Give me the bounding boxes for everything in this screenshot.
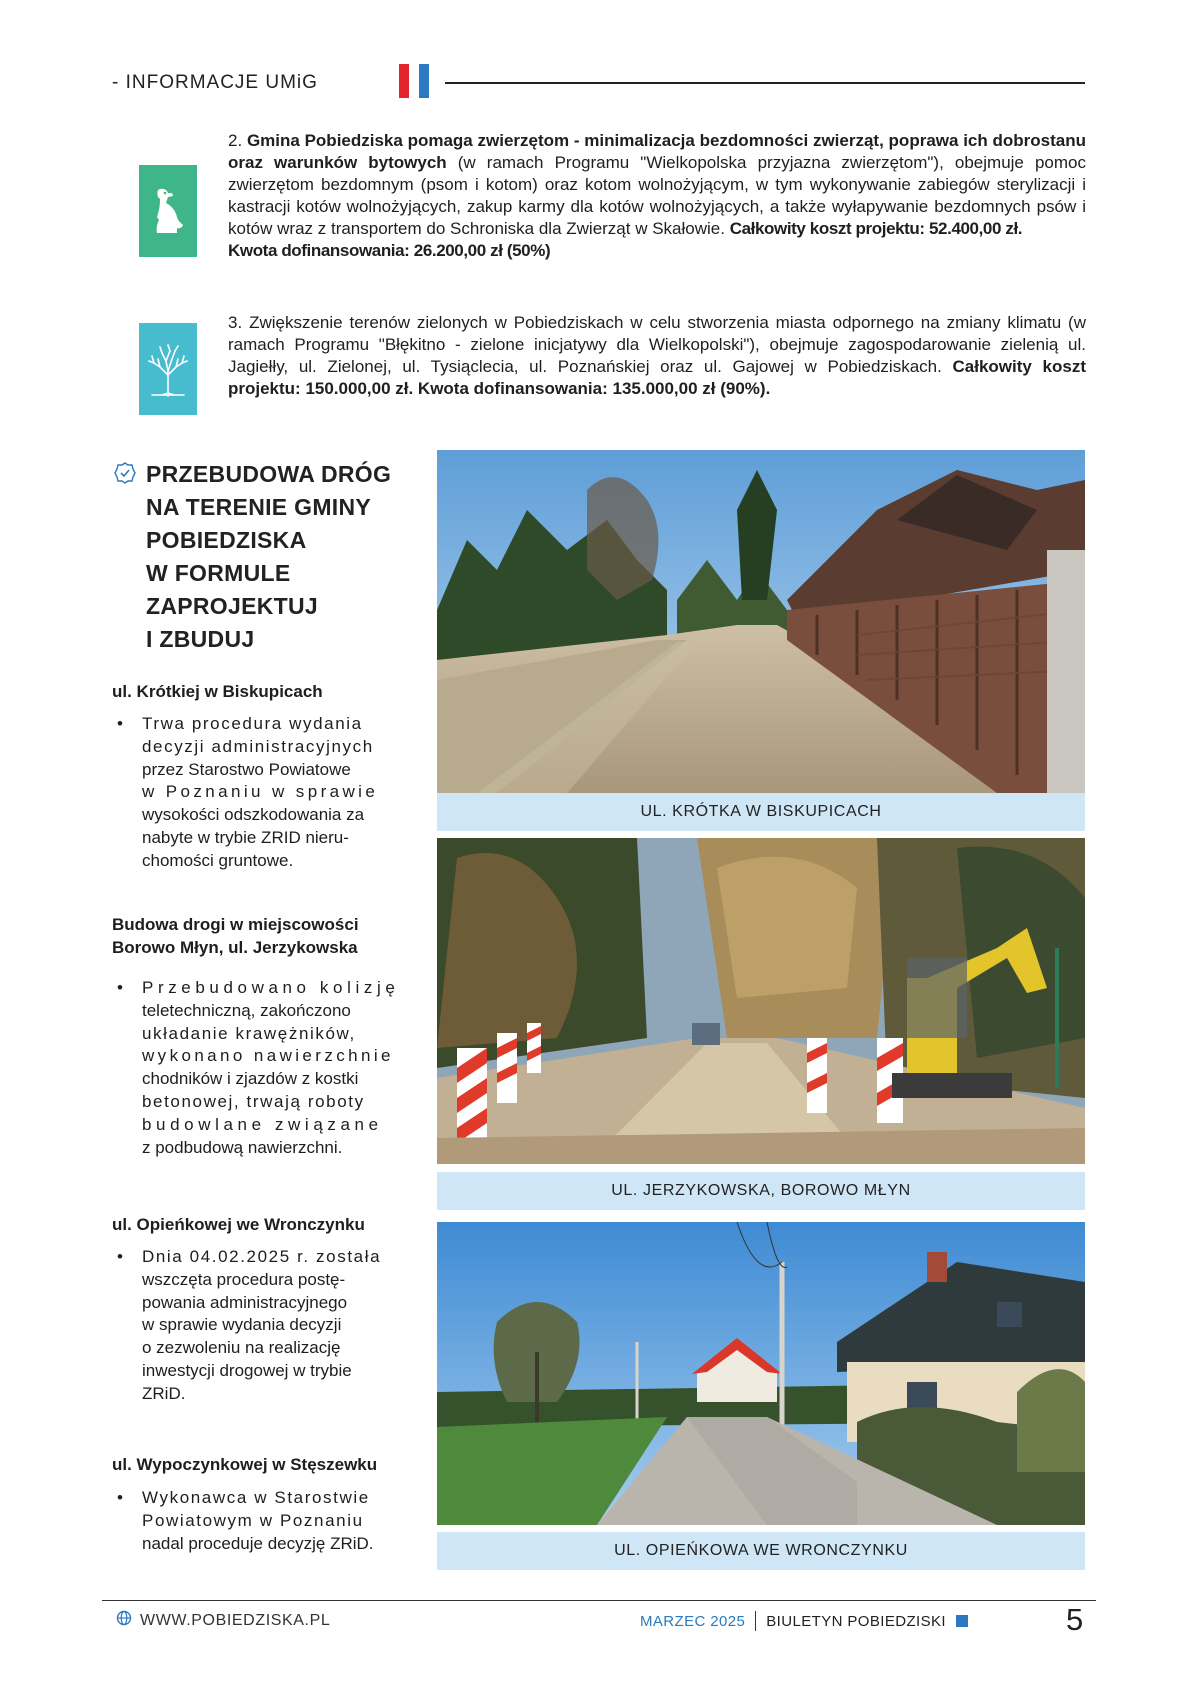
- text-line: Powiatowym w Poznaniu: [142, 1510, 364, 1530]
- road-item-heading: ul. Opieńkowej we Wronczynku: [112, 1215, 365, 1234]
- footer-month: MARZEC 2025: [640, 1612, 746, 1630]
- road-item-heading: [112, 913, 359, 959]
- text-line: inwestycji drogowej w trybie: [142, 1360, 352, 1380]
- flag-stripe-red: [399, 64, 409, 98]
- photo-krotka-road: [437, 450, 1085, 793]
- flag-stripe-blue: [412, 64, 416, 98]
- photo-jerzykowska-construction: [437, 838, 1085, 1164]
- shield-check-icon: [114, 462, 136, 489]
- road-item-text: [112, 1246, 404, 1406]
- bullet: •: [117, 978, 123, 997]
- road-item-heading: ul. Wypoczynkowej w Stęszewku: [112, 1455, 378, 1474]
- road-item-heading: ul. Krótkiej w Biskupicach: [112, 682, 323, 701]
- text-line: budowlane związane: [142, 1114, 383, 1134]
- text-line: nabyte w trybie ZRID nieru-: [142, 827, 349, 847]
- project-2-body: (w ramach Programu "Wielkopolska przyjazna zwierzętom"), obejmuje pomoc zwierzętom bezdomnym (psom i kotom) oraz kotom wolnożyjącym, w tym wykonywanie zabiegów sterylizacji i kastracji kotów wolnożyjących, zakup karmy dla kotów wolnożyjących, a także wyłapywanie bezdomnych psów i kotów wraz z transportem do Schroniska dla Zwierząt w Skałowie.: [228, 153, 1086, 238]
- text-line: Trwa procedura wydania: [142, 714, 363, 733]
- text-line: w sprawie wydania decyzji: [142, 1315, 342, 1335]
- roads-title-line: I ZBUDUJ: [146, 626, 255, 652]
- road-item-text: [112, 977, 404, 1159]
- flag-stripe-blue: [419, 64, 429, 98]
- roads-title-line: POBIEDZISKA: [146, 527, 307, 553]
- project-3-number: 3.: [228, 313, 243, 332]
- project-3-cost: Całkowity koszt projektu: 150.000,00 zł. Kwota dofinansowania: 135.000,00 zł (90%).: [228, 357, 1086, 398]
- roads-title-line: W FORMULE: [146, 560, 291, 586]
- text-line: Dnia 04.02.2025 r. została: [142, 1247, 382, 1266]
- footer-url[interactable]: [116, 1610, 330, 1631]
- text-line: wszczęta procedura postę-: [142, 1269, 346, 1289]
- text-line: chodników i zjazdów z kostki: [142, 1069, 359, 1089]
- project-3-text: [228, 312, 1086, 400]
- footer-publication: [640, 1611, 968, 1631]
- bullet: •: [117, 1488, 123, 1507]
- project-3-body: Zwiększenie terenów zielonych w Pobiedziskach w celu stworzenia miasta odpornego na zmiany klimatu (w ramach Programu "Błękitno - zielone inicjatywy dla Wielkopolski"), obejmuje zagospodarowanie zielenią ul. Jagiełły, ul. Zielonej, ul. Tysiąclecia, ul. Poznańskiej oraz ul. Gajowej w Pobiedziskach.: [228, 313, 1086, 376]
- page-number: 5: [1066, 1602, 1084, 1637]
- footer-square-icon: [956, 1615, 968, 1627]
- footer-publication-name: BIULETYN POBIEDZISKI: [766, 1612, 946, 1630]
- text-line: chomości gruntowe.: [142, 850, 294, 870]
- roads-title-line: ZAPROJEKTUJ: [146, 593, 318, 619]
- heading-line: Budowa drogi w miejscowości: [112, 915, 359, 934]
- bullet: •: [117, 1247, 123, 1266]
- text-line: Wykonawca w Starostwie: [142, 1488, 370, 1507]
- roads-section-title: [146, 458, 436, 656]
- globe-icon: [116, 1610, 132, 1631]
- section-label: - INFORMACJE UMiG: [112, 72, 318, 93]
- text-line: przez Starostwo Powiatowe: [142, 759, 351, 779]
- project-2-text: [228, 130, 1086, 262]
- text-line: ZRiD.: [142, 1383, 186, 1403]
- text-line: decyzji administracyjnych: [142, 736, 374, 756]
- text-line: wysokości odszkodowania za: [142, 805, 365, 825]
- text-line: betonowej, trwają roboty: [142, 1091, 365, 1111]
- tree-icon: [139, 323, 197, 415]
- text-line: nadal proceduje decyzję ZRiD.: [142, 1533, 374, 1553]
- text-line: o zezwoleniu na realizację: [142, 1338, 341, 1358]
- photo-caption: UL. KRÓTKA W BISKUPICACH: [437, 793, 1085, 831]
- text-line: powania administracyjnego: [142, 1292, 348, 1312]
- text-line: teletechniczną, zakończono: [142, 1000, 351, 1020]
- photo-caption: UL. JERZYKOWSKA, BOROWO MŁYN: [437, 1172, 1085, 1210]
- text-line: z podbudową nawierzchni.: [142, 1137, 343, 1157]
- text-line: układanie krawężników,: [142, 1023, 356, 1043]
- footer-rule: [102, 1600, 1096, 1601]
- roads-title-line: PRZEBUDOWA DRÓG: [146, 461, 392, 487]
- project-2-title: Gmina Pobiedziska pomaga zwierzętom - minimalizacja bezdomności zwierząt, poprawa ich dobrostanu oraz warunków bytowych: [228, 131, 1086, 172]
- road-item-text: [112, 1487, 404, 1555]
- text-line: Przebudowano kolizję: [142, 978, 400, 997]
- photo-caption: UL. OPIEŃKOWA WE WRONCZYNKU: [437, 1532, 1085, 1570]
- header-rule: [445, 82, 1085, 84]
- photo-opienkowa-road: [437, 1222, 1085, 1525]
- footer-separator: [755, 1611, 756, 1631]
- roads-title-line: NA TERENIE GMINY: [146, 494, 372, 520]
- footer-url-text[interactable]: WWW.POBIEDZISKA.PL: [140, 1611, 331, 1629]
- road-item-text: [112, 713, 404, 873]
- heading-line: Borowo Młyn, ul. Jerzykowska: [112, 938, 358, 957]
- dog-icon: [139, 165, 197, 257]
- text-line: w Poznaniu w sprawie: [142, 782, 379, 802]
- project-2-number: 2.: [228, 131, 243, 150]
- bullet: •: [117, 714, 123, 733]
- project-2-funding: Kwota dofinansowania: 26.200,00 zł (50%): [228, 241, 551, 260]
- text-line: wykonano nawierzchnie: [142, 1046, 394, 1066]
- project-2-cost: Całkowity koszt projektu: 52.400,00 zł.: [729, 219, 1023, 238]
